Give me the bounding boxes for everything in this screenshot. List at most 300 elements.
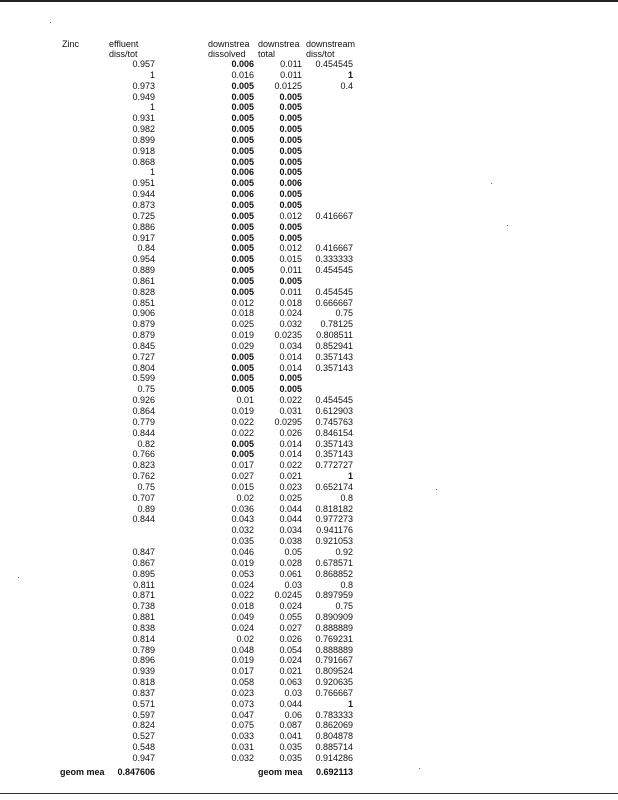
total-cell: 0.005 [279, 102, 302, 113]
effluent-ratio-cell: 0.879 [132, 319, 155, 330]
dissolved-cell: 0.032 [231, 753, 254, 763]
dissolved-cell: 0.005 [231, 384, 254, 395]
effluent-ratio-cell: 0.864 [132, 406, 155, 416]
dissolved-cell: 0.046 [231, 546, 254, 557]
dissolved-cell: 0.005 [231, 286, 254, 297]
total-cell: 0.031 [279, 406, 302, 416]
dissolved-cell: 0.005 [231, 449, 254, 460]
effluent-ratio-cell: 0.917 [132, 232, 155, 243]
table-row [0, 482, 618, 493]
table-row [0, 189, 618, 200]
effluent-ratio-cell: 0.824 [132, 720, 155, 731]
total-cell: 0.063 [279, 677, 302, 688]
total-cell: 0.044 [279, 698, 302, 709]
table-row [0, 439, 618, 450]
dissolved-cell: 0.024 [231, 622, 254, 633]
effluent-ratio-cell: 0.889 [132, 265, 155, 276]
downstream-ratio-cell: 0.808511 [316, 330, 353, 341]
total-cell: 0.005 [279, 189, 302, 200]
table-row [0, 645, 618, 656]
table-row [0, 569, 618, 580]
effluent-subheader: diss/tot [109, 49, 138, 59]
dissolved-cell: 0.005 [231, 373, 254, 384]
dissolved-cell: 0.02 [236, 492, 254, 503]
effluent-header: effluent [109, 39, 139, 49]
table-row [0, 417, 618, 428]
dissolved-cell: 0.017 [231, 460, 254, 471]
table-row [0, 157, 618, 168]
total-cell: 0.041 [279, 731, 302, 742]
downstream-dissolved-header: downstrea [208, 39, 250, 49]
total-cell: 0.005 [279, 124, 302, 135]
total-cell: 0.032 [279, 319, 302, 330]
dissolved-cell: 0.024 [231, 579, 254, 590]
table-row [0, 699, 618, 710]
effluent-ratio-cell: 0.762 [132, 471, 155, 482]
table-row [0, 634, 618, 645]
total-cell: 0.022 [279, 460, 302, 471]
geom-mean-label-right: geom mea [258, 767, 303, 777]
downstream-ratio-cell: 0.920635 [315, 677, 353, 688]
table-row [0, 666, 618, 677]
total-cell: 0.0245 [274, 590, 302, 601]
table-row [0, 330, 618, 341]
table-row [0, 753, 618, 764]
table-row [0, 178, 618, 189]
dissolved-cell: 0.005 [231, 178, 254, 189]
top-rule [0, 0, 618, 2]
total-cell: 0.005 [279, 156, 302, 167]
effluent-ratio-cell: 0.982 [132, 124, 155, 135]
table-row [0, 319, 618, 330]
effluent-ratio-cell: 0.896 [132, 655, 155, 666]
table-row [0, 308, 618, 319]
total-cell: 0.005 [279, 221, 302, 232]
dissolved-cell: 0.032 [231, 525, 254, 536]
downstream-dissolved-subheader: dissolved [208, 49, 246, 59]
effluent-ratio-cell: 0.818 [132, 677, 155, 688]
downstream-ratio-cell: 0.454545 [315, 395, 353, 406]
effluent-ratio-cell: 0.597 [132, 709, 155, 720]
total-cell: 0.011 [280, 59, 302, 69]
scan-speck [507, 225, 508, 226]
total-cell: 0.03 [284, 687, 302, 698]
table-row [0, 471, 618, 482]
downstream-ratio-cell: 1 [347, 471, 353, 482]
total-cell: 0.0295 [274, 416, 302, 427]
dissolved-cell: 0.016 [231, 69, 254, 80]
dissolved-cell: 0.015 [231, 481, 254, 492]
effluent-ratio-cell: 1 [149, 69, 155, 80]
dissolved-cell: 0.02 [236, 633, 254, 644]
downstream-ratio-cell: 0.868852 [315, 568, 353, 579]
dissolved-cell: 0.005 [231, 156, 254, 167]
dissolved-cell: 0.005 [231, 351, 254, 362]
dissolved-cell: 0.025 [231, 319, 254, 330]
dissolved-cell: 0.005 [231, 134, 254, 145]
downstream-ratio-cell: 0.885714 [315, 742, 353, 753]
table-row [0, 590, 618, 601]
effluent-ratio-cell: 0.879 [132, 330, 155, 341]
effluent-ratio-cell: 0.75 [137, 481, 155, 492]
table-row [0, 243, 618, 254]
total-cell: 0.005 [279, 134, 302, 145]
effluent-ratio-cell: 0.75 [137, 384, 155, 395]
total-cell: 0.087 [279, 720, 302, 731]
table-row [0, 254, 618, 265]
effluent-ratio-cell: 0.931 [132, 113, 155, 124]
effluent-ratio-cell: 0.944 [132, 189, 155, 200]
table-row [0, 688, 618, 699]
effluent-ratio-cell: 0.804 [132, 362, 155, 373]
table-row [0, 211, 618, 222]
downstream-ratio-cell: 0.333333 [315, 254, 353, 265]
dissolved-cell: 0.019 [231, 330, 254, 341]
total-cell: 0.005 [279, 373, 302, 384]
dissolved-cell: 0.022 [231, 427, 254, 438]
dissolved-cell: 0.005 [231, 254, 254, 265]
dissolved-cell: 0.018 [231, 601, 254, 612]
total-cell: 0.034 [279, 525, 302, 536]
table-row [0, 70, 618, 81]
downstream-ratio-cell: 0.454545 [315, 265, 353, 276]
table-row [0, 167, 618, 178]
downstream-ratio-subheader: diss/tot [306, 49, 335, 59]
scan-speck [419, 768, 420, 769]
downstream-ratio-cell: 0.8 [340, 492, 353, 503]
effluent-ratio-cell: 0.82 [137, 438, 155, 449]
table-row [0, 655, 618, 666]
total-cell: 0.0235 [274, 330, 302, 341]
effluent-ratio-cell: 0.868 [132, 156, 155, 167]
effluent-ratio-cell: 0.851 [132, 297, 155, 308]
scan-speck [491, 183, 492, 184]
dissolved-cell: 0.005 [231, 199, 254, 210]
dissolved-cell: 0.005 [231, 91, 254, 102]
table-row [0, 449, 618, 460]
geom-mean-value-left: 0.847606 [117, 767, 155, 777]
dissolved-cell: 0.006 [231, 167, 254, 178]
table-row [0, 504, 618, 515]
effluent-ratio-cell: 0.957 [132, 59, 155, 69]
downstream-ratio-cell: 1 [347, 69, 353, 80]
table-row [0, 428, 618, 439]
total-cell: 0.024 [279, 308, 302, 319]
downstream-ratio-header: downstream [306, 39, 356, 49]
table-row [0, 92, 618, 103]
total-cell: 0.021 [279, 666, 302, 677]
downstream-ratio-cell: 1 [347, 698, 353, 709]
effluent-ratio-cell: 0.599 [132, 373, 155, 384]
effluent-ratio-cell: 0.926 [132, 395, 155, 406]
table-row [0, 265, 618, 276]
table-row [0, 352, 618, 363]
table-row [0, 514, 618, 525]
dissolved-cell: 0.006 [231, 59, 254, 69]
downstream-total-header: downstrea [258, 39, 300, 49]
dissolved-cell: 0.005 [231, 265, 254, 276]
scan-speck [50, 22, 51, 23]
dissolved-cell: 0.005 [231, 210, 254, 221]
table-row [0, 298, 618, 309]
downstream-ratio-cell: 0.772727 [315, 460, 353, 471]
total-cell: 0.026 [279, 633, 302, 644]
dissolved-cell: 0.005 [231, 438, 254, 449]
effluent-ratio-cell: 0.867 [132, 557, 155, 568]
dissolved-cell: 0.019 [231, 406, 254, 416]
table-row [0, 395, 618, 406]
downstream-ratio-cell: 0.416667 [315, 243, 353, 254]
dissolved-cell: 0.005 [231, 124, 254, 135]
table-row [0, 710, 618, 721]
effluent-ratio-cell: 0.947 [132, 753, 155, 763]
downstream-ratio-cell: 0.888889 [315, 644, 353, 655]
dissolved-cell: 0.033 [231, 731, 254, 742]
downstream-ratio-cell: 0.357143 [315, 438, 353, 449]
table-row [0, 384, 618, 395]
geom-mean-value-right: 0.692113 [315, 767, 353, 777]
dissolved-cell: 0.027 [231, 471, 254, 482]
total-cell: 0.011 [280, 265, 302, 276]
total-cell: 0.025 [279, 492, 302, 503]
table-row [0, 493, 618, 504]
effluent-ratio-cell: 0.811 [133, 579, 155, 590]
downstream-ratio-cell: 0.766667 [315, 687, 353, 698]
scan-speck [436, 489, 437, 490]
downstream-ratio-cell: 0.890909 [315, 612, 353, 623]
effluent-ratio-cell: 0.847 [132, 546, 155, 557]
downstream-ratio-cell: 0.888889 [315, 622, 353, 633]
effluent-ratio-cell: 0.871 [132, 590, 155, 601]
effluent-ratio-cell: 0.571 [132, 698, 155, 709]
total-cell: 0.038 [279, 536, 302, 547]
effluent-ratio-cell: 0.949 [132, 91, 155, 102]
effluent-ratio-cell: 0.837 [132, 687, 155, 698]
downstream-ratio-cell: 0.8 [340, 579, 353, 590]
total-cell: 0.028 [279, 557, 302, 568]
total-cell: 0.044 [279, 503, 302, 514]
table-row [0, 677, 618, 688]
downstream-ratio-cell: 0.941176 [316, 525, 353, 536]
effluent-ratio-cell: 0.939 [132, 666, 155, 677]
dissolved-cell: 0.029 [231, 340, 254, 351]
total-cell: 0.023 [279, 481, 302, 492]
dissolved-cell: 0.058 [231, 677, 254, 688]
table-row [0, 113, 618, 124]
table-row [0, 460, 618, 471]
table-row [0, 580, 618, 591]
dissolved-cell: 0.019 [231, 557, 254, 568]
table-row [0, 547, 618, 558]
table-row [0, 558, 618, 569]
total-cell: 0.005 [279, 275, 302, 286]
downstream-ratio-cell: 0.357143 [315, 351, 353, 362]
dissolved-cell: 0.048 [231, 644, 254, 655]
total-cell: 0.054 [279, 644, 302, 655]
dissolved-cell: 0.075 [231, 720, 254, 731]
dissolved-cell: 0.023 [231, 687, 254, 698]
total-cell: 0.005 [279, 199, 302, 210]
dissolved-cell: 0.005 [231, 362, 254, 373]
dissolved-cell: 0.005 [231, 221, 254, 232]
dissolved-cell: 0.047 [231, 709, 254, 720]
downstream-ratio-cell: 0.416667 [315, 210, 353, 221]
table-row [0, 222, 618, 233]
total-cell: 0.005 [279, 113, 302, 124]
downstream-ratio-cell: 0.862069 [315, 720, 353, 731]
effluent-ratio-cell: 0.873 [132, 199, 155, 210]
downstream-ratio-cell: 0.791667 [315, 655, 353, 666]
downstream-ratio-cell: 0.678571 [315, 557, 353, 568]
effluent-ratio-cell: 0.881 [132, 612, 155, 623]
dissolved-cell: 0.005 [231, 275, 254, 286]
downstream-ratio-cell: 0.92 [335, 546, 353, 557]
effluent-ratio-cell: 0.89 [137, 503, 155, 514]
table-row [0, 287, 618, 298]
total-cell: 0.022 [279, 395, 302, 406]
effluent-ratio-cell: 0.951 [132, 178, 155, 189]
total-cell: 0.012 [279, 243, 302, 254]
downstream-ratio-cell: 0.769231 [315, 633, 353, 644]
downstream-ratio-cell: 0.666667 [315, 297, 353, 308]
effluent-ratio-cell: 0.84 [137, 243, 155, 254]
dissolved-cell: 0.012 [231, 297, 254, 308]
downstream-ratio-cell: 0.818182 [315, 503, 353, 514]
downstream-ratio-cell: 0.852941 [315, 340, 353, 351]
effluent-ratio-cell: 0.814 [132, 633, 155, 644]
effluent-ratio-cell: 0.707 [132, 492, 155, 503]
effluent-ratio-cell: 0.727 [132, 351, 155, 362]
total-cell: 0.014 [279, 449, 302, 460]
effluent-ratio-cell: 0.548 [132, 742, 155, 753]
effluent-ratio-cell: 0.906 [132, 308, 155, 319]
total-cell: 0.034 [279, 340, 302, 351]
table-row [0, 623, 618, 634]
downstream-ratio-cell: 0.454545 [315, 286, 353, 297]
effluent-ratio-cell: 0.861 [132, 275, 155, 286]
downstream-ratio-cell: 0.357143 [315, 362, 353, 373]
effluent-ratio-cell: 0.823 [132, 460, 155, 471]
table-row [0, 373, 618, 384]
effluent-ratio-cell: 0.973 [132, 80, 155, 91]
dissolved-cell: 0.073 [231, 698, 254, 709]
effluent-ratio-cell: 0.766 [132, 449, 155, 460]
table-row [0, 102, 618, 113]
total-cell: 0.005 [279, 167, 302, 178]
total-cell: 0.026 [279, 427, 302, 438]
total-cell: 0.005 [279, 91, 302, 102]
total-cell: 0.012 [279, 210, 302, 221]
effluent-ratio-cell: 0.844 [132, 514, 155, 525]
scan-speck [18, 577, 19, 578]
downstream-ratio-cell: 0.75 [335, 308, 353, 319]
downstream-total-subheader: total [258, 49, 276, 59]
dissolved-cell: 0.049 [231, 612, 254, 623]
dissolved-cell: 0.031 [231, 742, 254, 753]
table-row [0, 406, 618, 417]
downstream-ratio-cell: 0.78125 [320, 319, 353, 330]
total-cell: 0.06 [284, 709, 302, 720]
effluent-ratio-cell: 0.738 [132, 601, 155, 612]
total-cell: 0.061 [279, 568, 302, 579]
downstream-ratio-cell: 0.897959 [315, 590, 353, 601]
table-row [0, 536, 618, 547]
dissolved-cell: 0.005 [231, 80, 254, 91]
table-row [0, 200, 618, 211]
table-row [0, 276, 618, 287]
downstream-ratio-cell: 0.357143 [315, 449, 353, 460]
geom-mean-label-left: geom mea [60, 767, 105, 777]
effluent-ratio-cell: 0.954 [132, 254, 155, 265]
total-cell: 0.021 [279, 471, 302, 482]
table-row [0, 363, 618, 374]
total-cell: 0.011 [280, 69, 302, 80]
table-row [0, 59, 618, 70]
analyte-label: Zinc [62, 39, 80, 49]
table-row [0, 124, 618, 135]
dissolved-cell: 0.053 [231, 568, 254, 579]
total-cell: 0.035 [279, 753, 302, 763]
total-cell: 0.03 [284, 579, 302, 590]
table-row [0, 742, 618, 753]
total-cell: 0.044 [279, 514, 302, 525]
dissolved-cell: 0.035 [231, 536, 254, 547]
total-cell: 0.015 [279, 254, 302, 265]
total-cell: 0.024 [279, 601, 302, 612]
effluent-ratio-cell: 0.725 [132, 210, 155, 221]
downstream-ratio-cell: 0.745763 [315, 416, 353, 427]
dissolved-cell: 0.017 [231, 666, 254, 677]
dissolved-cell: 0.043 [231, 514, 254, 525]
dissolved-cell: 0.005 [231, 243, 254, 254]
table-row [0, 81, 618, 92]
table-row [0, 525, 618, 536]
total-cell: 0.014 [279, 362, 302, 373]
table-row [0, 731, 618, 742]
downstream-ratio-cell: 0.454545 [315, 59, 353, 69]
effluent-ratio-cell: 0.895 [132, 568, 155, 579]
downstream-ratio-cell: 0.977273 [315, 514, 353, 525]
effluent-ratio-cell: 0.845 [132, 340, 155, 351]
downstream-ratio-cell: 0.4 [340, 80, 353, 91]
downstream-ratio-cell: 0.846154 [315, 427, 353, 438]
effluent-ratio-cell: 0.527 [132, 731, 155, 742]
effluent-ratio-cell: 0.844 [132, 427, 155, 438]
table-row [0, 720, 618, 731]
dissolved-cell: 0.022 [231, 590, 254, 601]
downstream-ratio-cell: 0.809524 [315, 666, 353, 677]
downstream-ratio-cell: 0.804878 [315, 731, 353, 742]
total-cell: 0.035 [279, 742, 302, 753]
downstream-ratio-cell: 0.921053 [315, 536, 353, 547]
data-table [0, 59, 618, 764]
dissolved-cell: 0.005 [231, 145, 254, 156]
effluent-ratio-cell: 0.789 [132, 644, 155, 655]
dissolved-cell: 0.022 [231, 416, 254, 427]
effluent-ratio-cell: 1 [149, 167, 155, 178]
downstream-ratio-cell: 0.75 [335, 601, 353, 612]
effluent-ratio-cell: 0.779 [132, 416, 155, 427]
dissolved-cell: 0.005 [231, 113, 254, 124]
dissolved-cell: 0.019 [231, 655, 254, 666]
total-cell: 0.005 [279, 232, 302, 243]
dissolved-cell: 0.01 [236, 395, 254, 406]
total-cell: 0.005 [279, 145, 302, 156]
table-row [0, 601, 618, 612]
effluent-ratio-cell: 0.886 [132, 221, 155, 232]
table-row [0, 612, 618, 623]
dissolved-cell: 0.036 [231, 503, 254, 514]
